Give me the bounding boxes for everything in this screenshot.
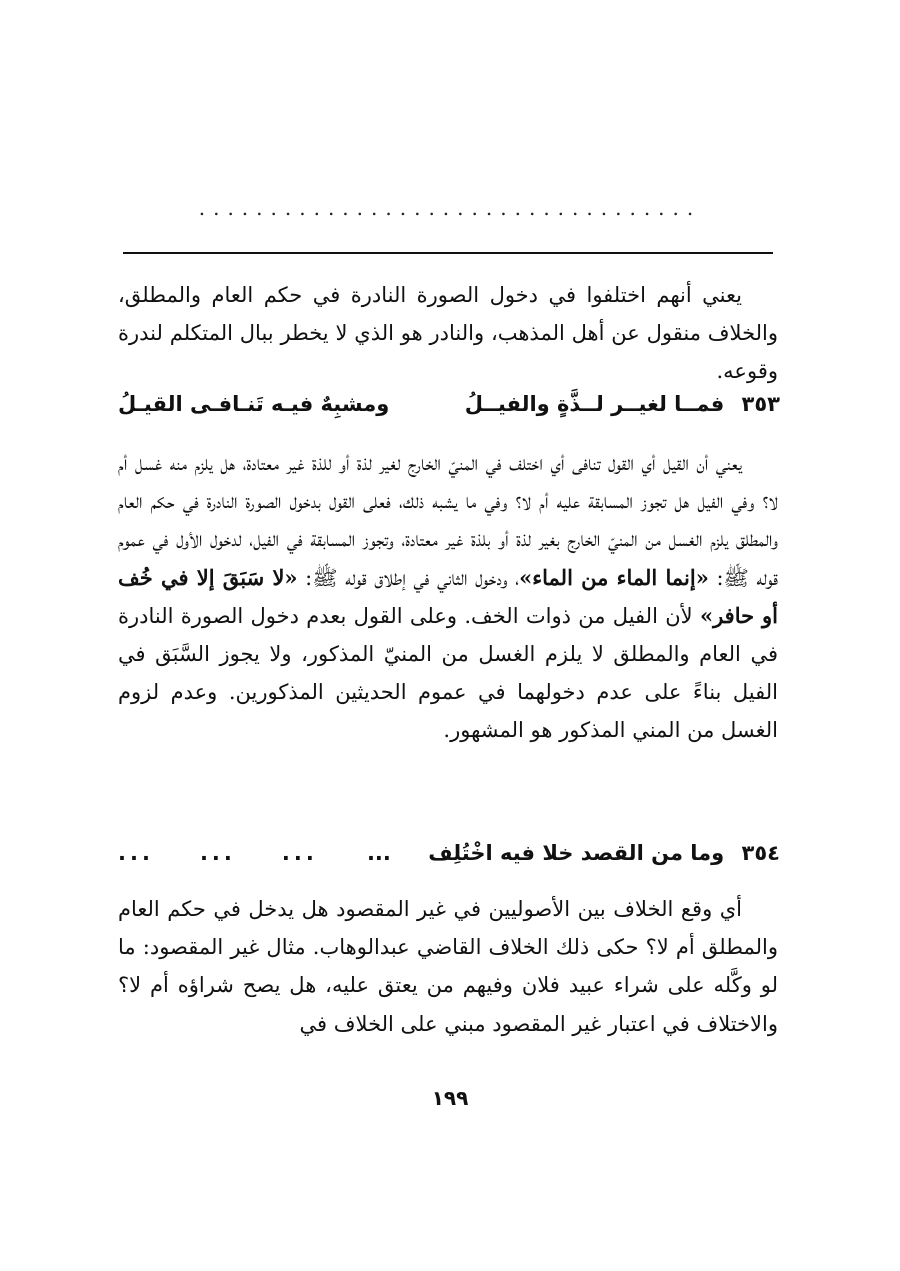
verse-354-second-hemistich-ellipses: [118, 838, 318, 868]
commentary-2-part-2: ، ودخول الثاني في إطلاق قوله ﷺ:: [297, 565, 520, 590]
commentary-block-2: [118, 444, 778, 750]
verse-354-ellipsis-3: ...: [199, 841, 236, 865]
verse-354-ellipsis-1: ...: [366, 841, 391, 865]
commentary-2-part-3: لأن الفيل من ذوات الخف. وعلى القول بعدم دخول الصورة النادرة في العام والمطلق لا يلزم الغسل من المنيّ المذكور، ولا يجوز السَّبَق في الفيل بناءً على عدم دخولهما في عموم الحديثين المذكورين. وعدم لزوم الغسل من المني المذكور هو المشهور.: [118, 603, 778, 743]
verse-353: [118, 389, 780, 419]
commentary-block-1: [118, 276, 778, 391]
page-number: ١٩٩: [431, 1086, 469, 1110]
hadith-1: «إنما الماء من الماء»: [519, 564, 709, 590]
verse-353-first-hemistich: [465, 389, 780, 419]
verse-354: [118, 838, 780, 868]
horizontal-rule: [123, 252, 773, 254]
verse-354-hemistich-1-text: وما من القصد خلا فيه اخْتُلِف: [428, 841, 725, 865]
verse-353-number: ٣٥٣: [741, 392, 780, 416]
commentary-2-part-1: يعني أن القيل أي القول تنافى أي اختلف في المنيّ الخارج لغير لذة أو للذة غير معتادة، هل يلزم منه غسل أم لا؟ وفي الفيل هل تجوز المسابقة عليه أم لا؟ وفي ما يشبه ذلك، فعلى القول بدخول الصورة النادرة في حكم العام والمطلق يلزم الغسل من المنيّ الخارج بغير لذة أو بلذة غير معتادة، وتجوز المسابقة في الفيل، لدخول الأول في عموم قوله ﷺ:: [118, 451, 778, 590]
verse-353-hemistich-1-text: فمــا لغيــر لــذَّةٍ والفيــلُ: [464, 392, 725, 416]
commentary-paragraph-3: أي وقع الخلاف بين الأصوليين في غير المقصود هل يدخل في حكم العام والمطلق أم لا؟ حكى ذلك الخلاف القاضي عبدالوهاب. مثال غير المقصود: ما لو وكَّله على شراء عبيد فلان وفيهم من يعتق عليه، هل يصح شراؤه أم لا؟ والاختلاف في اعتبار غير المقصود مبني على الخلاف في: [118, 897, 778, 1036]
dotted-separator: ...................................: [198, 196, 702, 220]
commentary-paragraph-2: [118, 444, 778, 750]
hadith-2: «لا سَبَقَ إلا في خُف أو حافر»: [118, 564, 778, 628]
commentary-block-3: [118, 890, 778, 1043]
verse-354-ellipsis-2: ...: [281, 841, 318, 865]
verse-354-number: ٣٥٤: [741, 841, 780, 865]
verse-353-second-hemistich: ومشبِهٌ فيـه تَنـافـى القيـلُ: [118, 392, 390, 416]
verse-354-ellipsis-4: ...: [118, 841, 154, 865]
verse-354-first-hemistich: [367, 838, 780, 868]
commentary-paragraph-1: يعني أنهم اختلفوا في دخول الصورة النادرة في حكم العام والمطلق، والخلاف منقول عن أهل المذهب، والنادر هو الذي لا يخطر ببال المتكلم لندرة وقوعه.: [118, 283, 778, 384]
